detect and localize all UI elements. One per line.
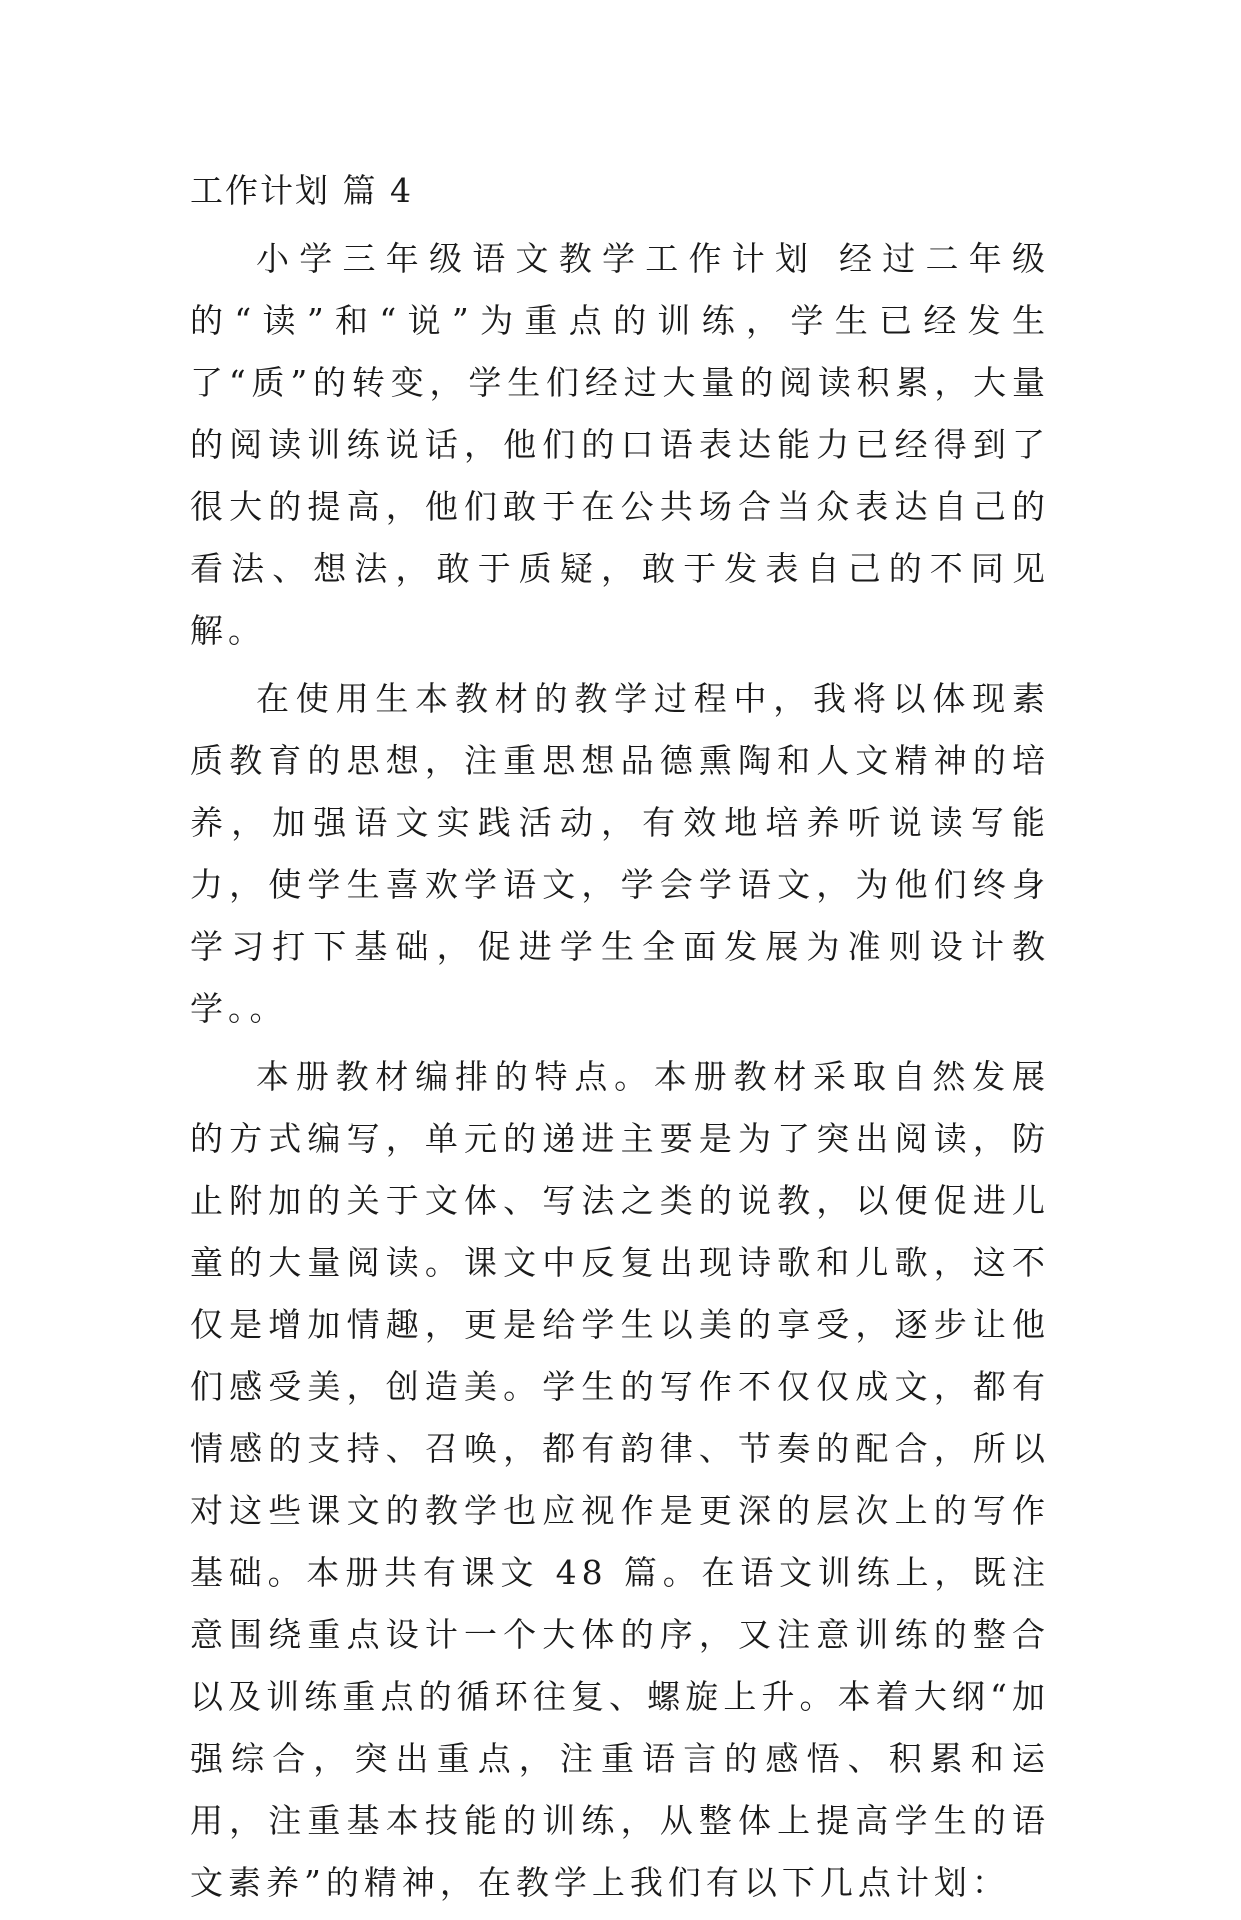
paragraph-teaching-approach: 在使用生本教材的教学过程中，我将以体现素质教育的思想，注重思想品德熏陶和人文精神的培养，加强语文实践活动，有效地培养听说读写能力，使学生喜欢学语文，学会学语文，为他们终身学习打下基础，促进学生全面发展为准则设计教学。。 [190,679,1050,1028]
document-heading: 工作计划 篇 4 [190,171,413,210]
paragraph-intro: 小学三年级语文教学工作计划 经过二年级的“读”和“说”为重点的训练，学生已经发生了“质”的转变，学生们经过大量的阅读积累，大量的阅读训练说话，他们的口语表达能力已经得到了很大的提高，他们敢于在公共场合当众表达自己的看法、想法，敢于质疑，敢于发表自己的不同见解。 [190,239,1050,650]
paragraph-textbook-features: 本册教材编排的特点。本册教材采取自然发展的方式编写，单元的递进主要是为了突出阅读，防止附加的关于文体、写法之类的说教，以便促进儿童的大量阅读。课文中反复出现诗歌和儿歌，这不仅是增加情趣，更是给学生以美的享受，逐步让他们感受美，创造美。学生的写作不仅仅成文，都有情感的支持、召唤，都有韵律、节奏的配合，所以对这些课文的教学也应视作是更深的层次上的写作基础。本册共有课文 48 篇。在语文训练上，既注意围绕重点设计一个大体的序，又注意训练的整合以及训练重点的循环往复、螺旋上升。本着大纲“加强综合，突出重点，注重语言的感悟、积累和运用，注重基本技能的训练，从整体上提高学生的语文素养”的精神，在教学上我们有以下几点计划： [190,1057,1050,1902]
document-body [190,160,1050,1920]
